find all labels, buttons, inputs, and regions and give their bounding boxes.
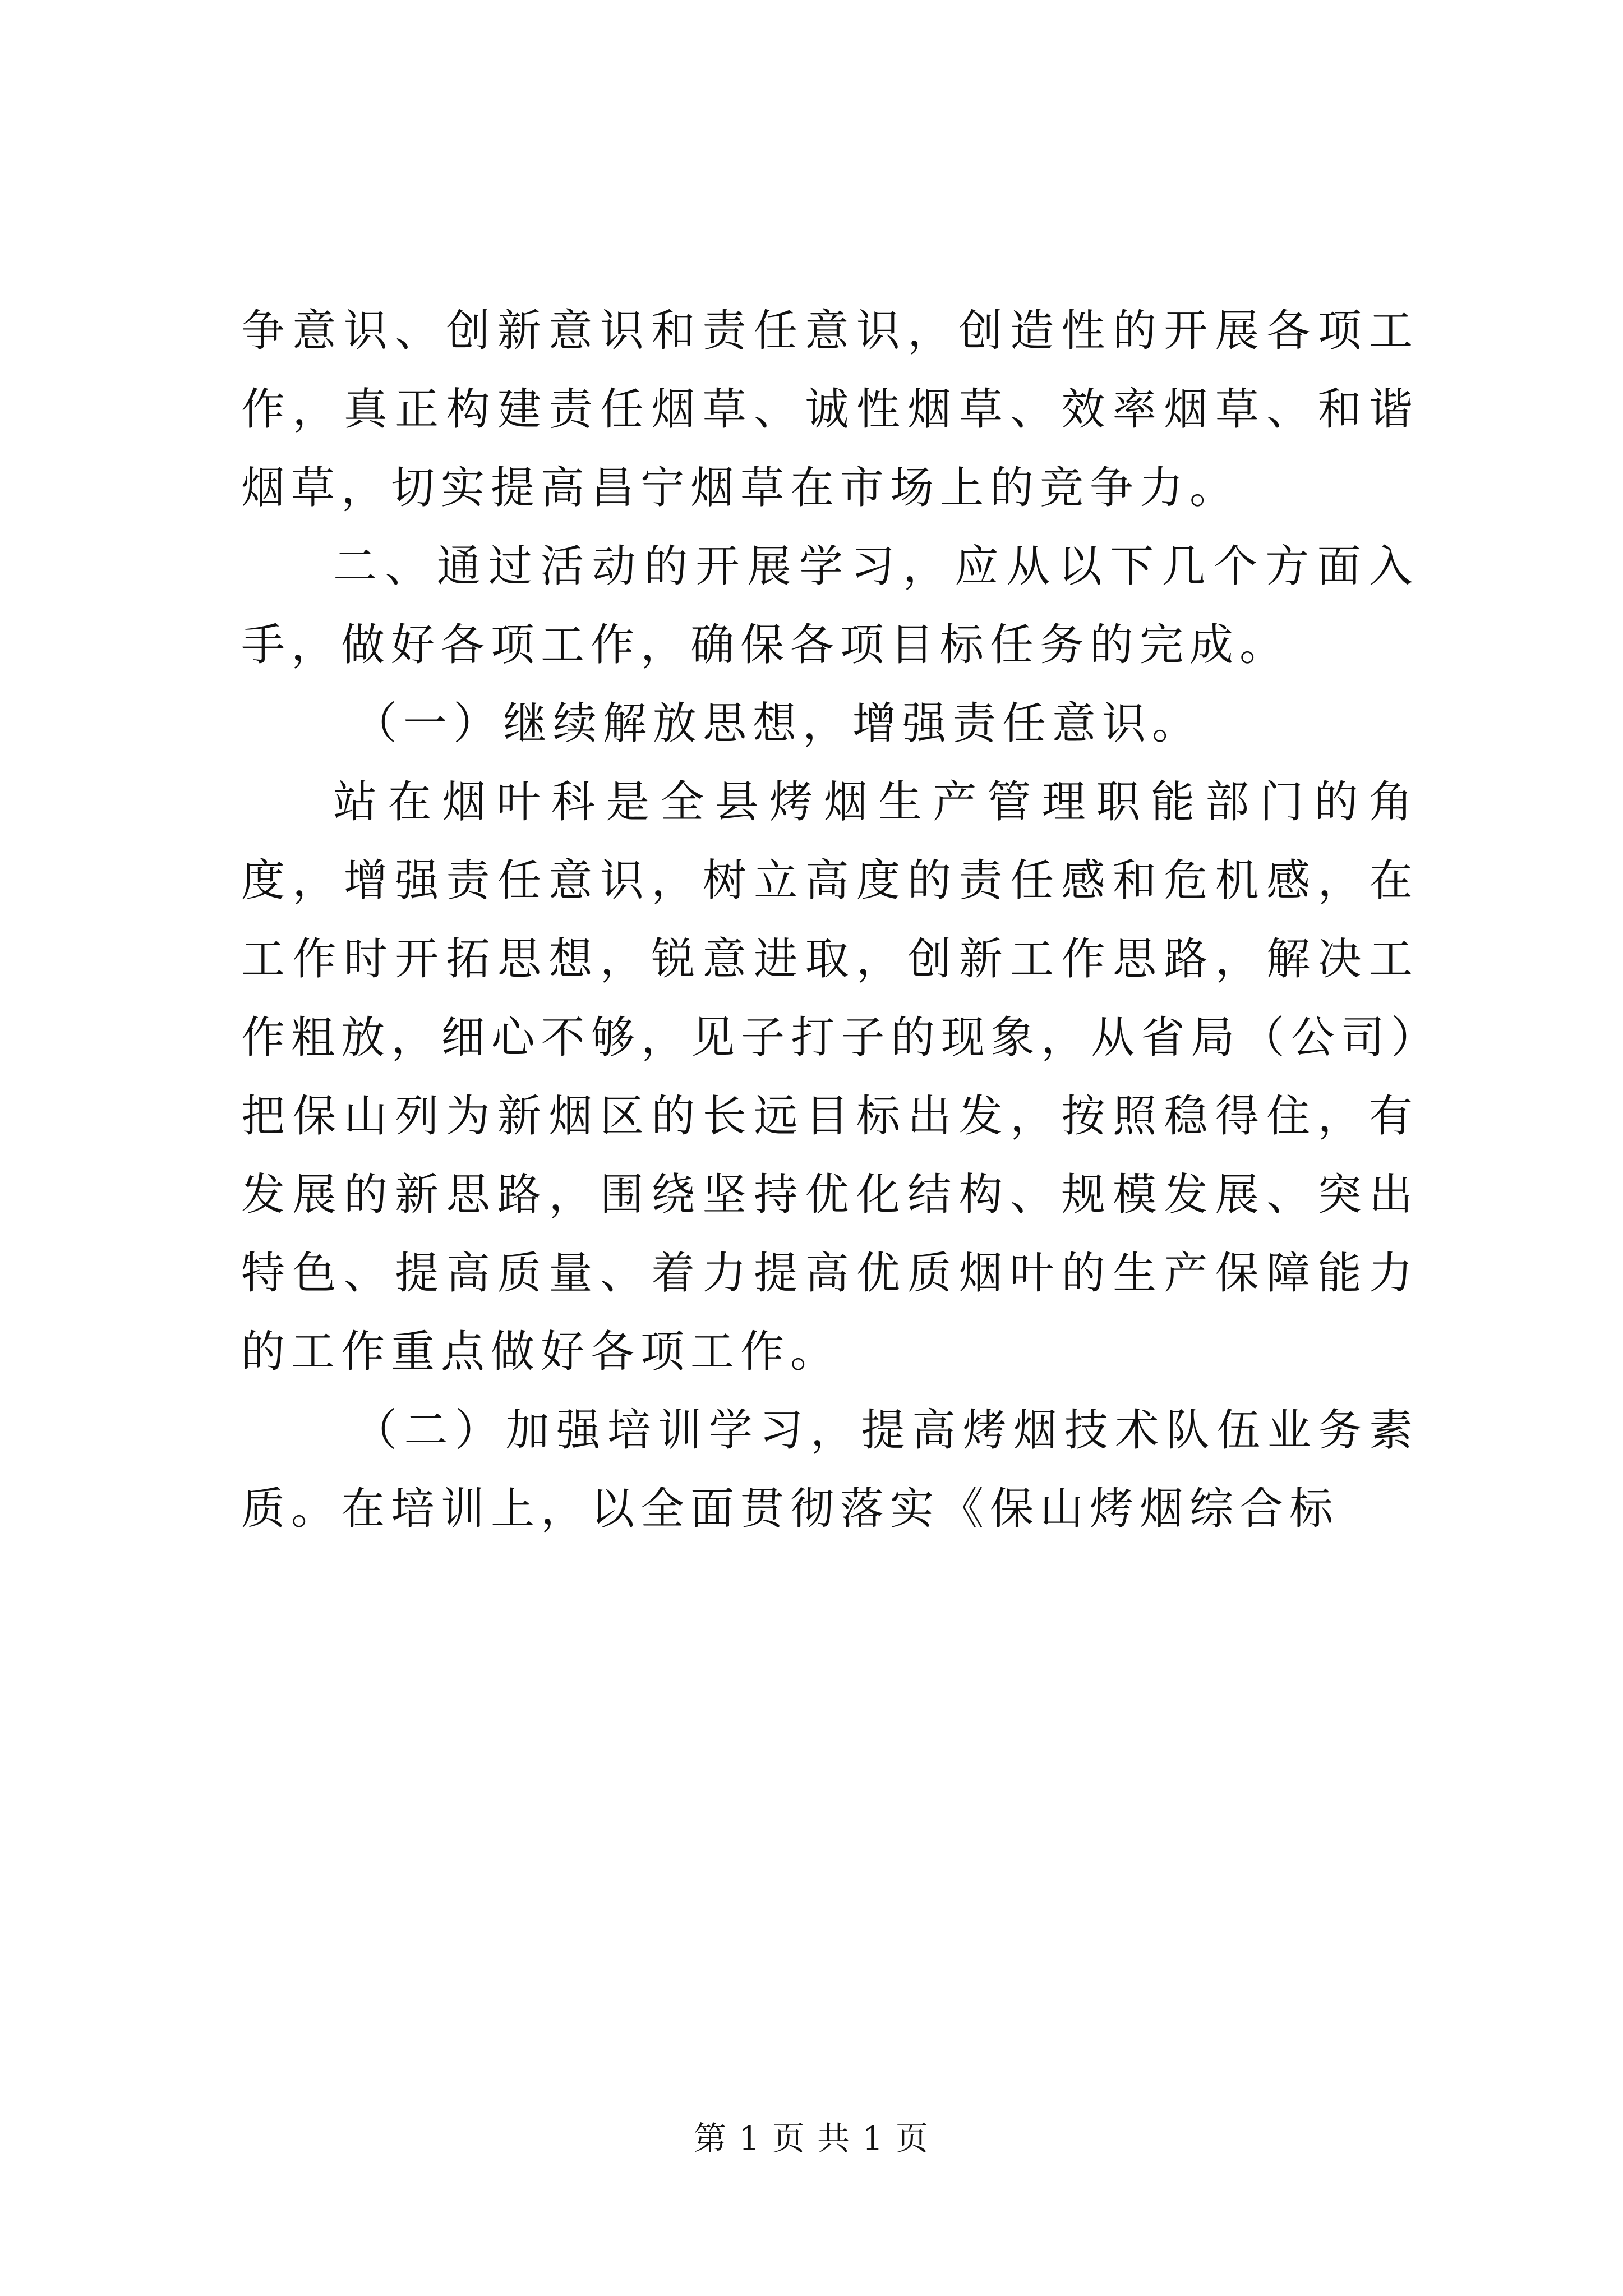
paragraph-body-one: 站在烟叶科是全县烤烟生产管理职能部门的角度，增强责任意识，树立高度的责任感和危机感，在工作时开拓思想，锐意进取，创新工作思路，解决工作粗放，细心不够，见子打子的现象，从省局（公司）把保山列为新烟区的长远目标出发，按照稳得住，有发展的新思路，围绕坚持优化结构、规模发展、突出特色、提高质量、着力提高优质烟叶的生产保障能力的工作重点做好各项工作。 (241, 777, 1419, 1377)
paragraph-heading-two: （二）加强培训学习，提高烤烟技术队伍业务素质。在培训上，以全面贯彻落实《保山烤烟综合标 (241, 1405, 1419, 1534)
paragraph-heading-one: （一）继续解放思想，增强责任意识。 (353, 698, 1202, 749)
paragraph-section-two: 二、通过活动的开展学习，应从以下几个方面入手，做好各项工作，确保各项目标任务的完成。 (241, 541, 1419, 670)
document-body (241, 292, 1419, 1548)
paragraph-continuation: 争意识、创新意识和责任意识，创造性的开展各项工作，真正构建责任烟草、诚性烟草、效率烟草、和谐烟草，切实提高昌宁烟草在市场上的竞争力。 (241, 306, 1419, 513)
page-footer: 第 1 页 共 1 页 (694, 2119, 929, 2157)
